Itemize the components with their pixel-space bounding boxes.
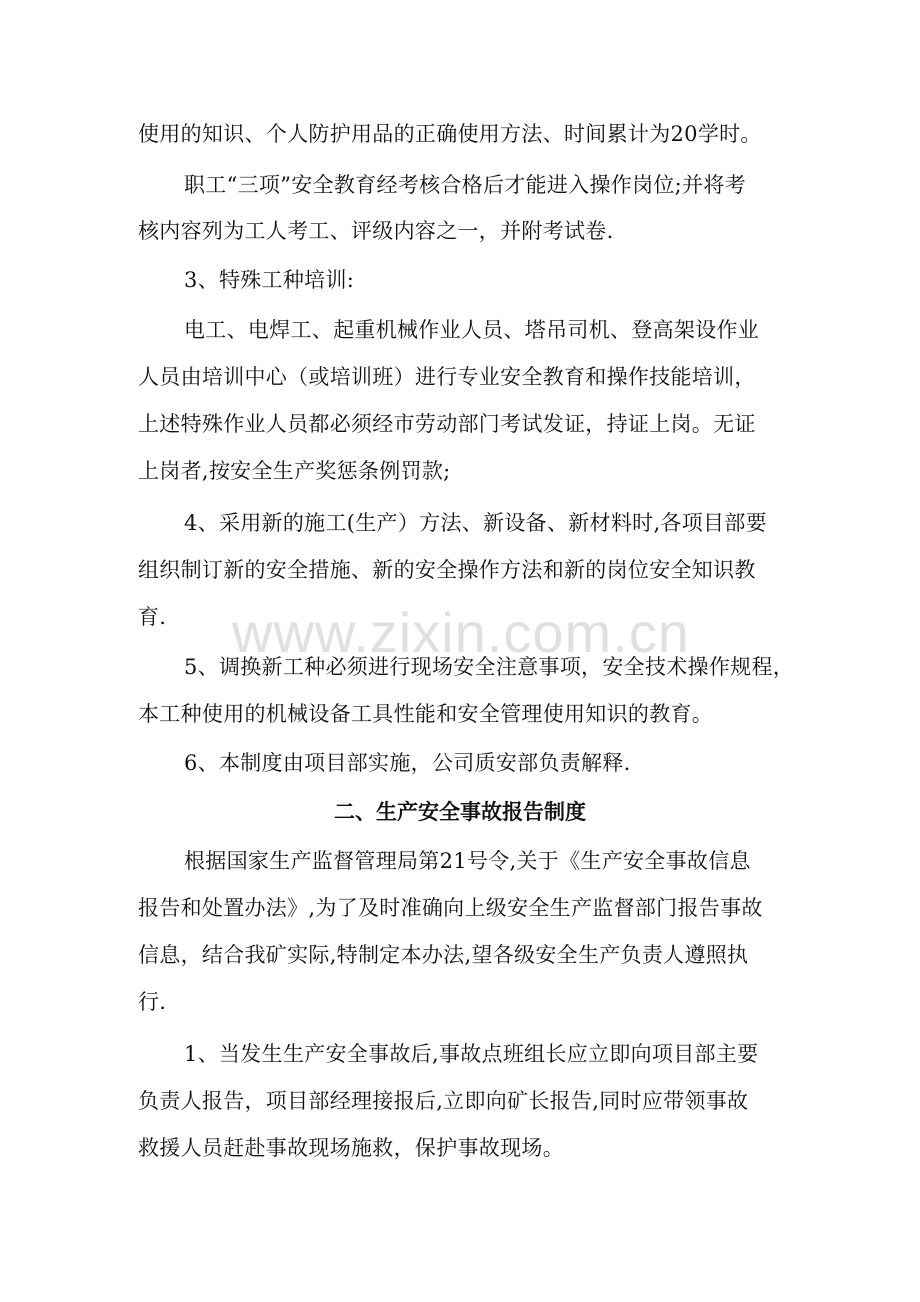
watermark: www.zixin.com.cn [232,601,690,664]
paragraph-line: 根据国家生产监督管理局第21号令,关于《生产安全事故信息 [184,849,751,873]
paragraph-line: 4、采用新的施工(生产）方法、新设备、新材料时,各项目部要 [184,511,767,535]
paragraph-line: 6、本制度由项目部实施，公司质安部负责解释. [184,751,631,775]
paragraph-line: 核内容列为工人考工、评级内容之一，并附考试卷. [138,219,614,243]
paragraph-line: 职工“三项”安全教育经考核合格后才能进入操作岗位;并将考 [184,173,746,197]
paragraph-line: 5、调换新工种必须进行现场安全注意事项，安全技术操作规程， [184,655,795,679]
paragraph-line: 上述特殊作业人员都必须经市劳动部门考试发证，持证上岗。无证 [138,412,756,436]
paragraph-line: 行. [138,990,167,1014]
paragraph-line: 电工、电焊工、起重机械作业人员、塔吊司机、登高架设作业 [184,318,760,342]
paragraph-line: 育. [138,605,167,629]
paragraph-line: 报告和处置办法》,为了及时准确向上级安全生产监督部门报告事故 [138,896,763,920]
paragraph-line: 救援人员赶赴事故现场施救，保护事故现场。 [138,1136,564,1160]
paragraph-line: 组织制订新的安全措施、新的安全操作方法和新的岗位安全知识教 [138,558,756,582]
paragraph-line: 1、当发生生产安全事故后,事故点班组长应立即向项目部主要 [184,1042,759,1066]
paragraph-line: 3、特殊工种培训: [184,268,355,292]
paragraph-line: 本工种使用的机械设备工具性能和安全管理使用知识的教育。 [138,702,714,726]
paragraph-line: 负责人报告，项目部经理接报后,立即向矿长报告,同时应带领事故 [138,1089,749,1113]
paragraph-line: 使用的知识、个人防护用品的正确使用方法、时间累计为20学时。 [138,122,762,146]
paragraph-line: 人员由培训中心（或培训班）进行专业安全教育和操作技能培训， [138,365,756,389]
paragraph-line: 上岗者,按安全生产奖惩条例罚款; [138,459,451,483]
paragraph-line: 信息，结合我矿实际,特制定本办法,望各级安全生产负责人遵照执 [138,943,749,967]
section-heading: 二、生产安全事故报告制度 [334,800,586,824]
